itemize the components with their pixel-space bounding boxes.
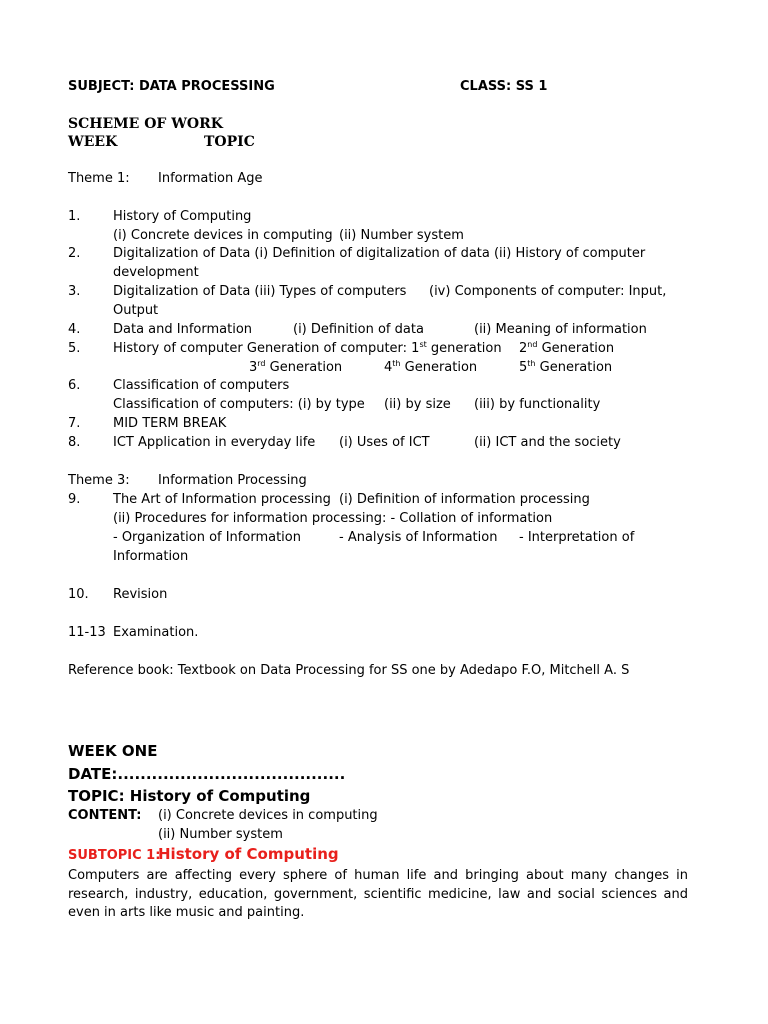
week-subtopic: (ii) ICT and the society	[474, 435, 621, 450]
week-subtopic: - Analysis of Information	[339, 530, 498, 545]
week-number: 3.	[68, 284, 81, 299]
week-number: 2.	[68, 246, 81, 261]
week-subtopic: (ii) Meaning of information	[474, 322, 647, 337]
week-number: 4.	[68, 322, 81, 337]
class-line: CLASS: SS 1	[460, 79, 548, 94]
week-topic: Digitalization of Data (iii) Types of computers	[113, 284, 407, 299]
week-number: 5.	[68, 341, 81, 356]
lesson-topic: TOPIC: History of Computing	[68, 787, 311, 805]
week-number: 11-13	[68, 625, 106, 640]
topic-column-header: TOPIC	[204, 134, 255, 150]
week-topic: ICT Application in everyday life	[113, 435, 316, 450]
week-subtopic: 3rd Generation	[249, 359, 343, 375]
lesson-paragraph: Computers are affecting every sphere of human life and bringing about many changes in research, industry, education, government, scientific medicine, law and social sciences and even in arts like music and painting.	[68, 868, 688, 920]
content-label: CONTENT:	[68, 808, 142, 823]
subtopic-label: SUBTOPIC 1:	[68, 848, 161, 863]
reference-book: Reference book: Textbook on Data Processing for SS one by Adedapo F.O, Mitchell A. S	[68, 663, 630, 678]
week-number: 6.	[68, 378, 81, 393]
week-subtopic: 5th Generation	[519, 359, 613, 375]
subtopic-title: History of Computing	[158, 845, 339, 863]
week-topic: Digitalization of Data (i) Definition of digitalization of data (ii) History of computer	[113, 246, 646, 261]
week-topic-continued: development	[113, 265, 199, 280]
week-topic: Revision	[113, 587, 168, 602]
week-subtopic-continued: Information	[113, 549, 189, 564]
week-subtopic: (ii) by size	[384, 397, 451, 412]
week-topic-continued: Output	[113, 303, 159, 318]
week-topic: The Art of Information processing	[113, 492, 331, 507]
week-topic: History of Computing	[113, 209, 252, 224]
week-number: 9.	[68, 492, 81, 507]
week-subtopic: (i) Definition of data	[293, 322, 424, 337]
week-number: 10.	[68, 587, 89, 602]
week-subtopic: 4th Generation	[384, 359, 478, 375]
week-topic: History of computer Generation of computer: 1st generation	[113, 340, 502, 356]
week-topic: Classification of computers	[113, 378, 290, 393]
subject-line: SUBJECT: DATA PROCESSING	[68, 79, 275, 94]
week-subtopic: (i) Concrete devices in computing	[113, 228, 333, 243]
week-subtopic: - Organization of Information	[113, 530, 301, 545]
week-topic: MID TERM BREAK	[113, 416, 227, 431]
week-number: 8.	[68, 435, 81, 450]
scheme-title: SCHEME OF WORK	[68, 116, 223, 132]
week-number: 7.	[68, 416, 81, 431]
theme3-title: Information Processing	[158, 473, 307, 488]
content-item: (i) Concrete devices in computing	[158, 808, 378, 823]
theme3-label: Theme 3:	[68, 473, 130, 488]
theme1-title: Information Age	[158, 171, 263, 186]
week-subtopic: (i) Definition of information processing	[339, 492, 590, 507]
lesson-date: DATE:........................................	[68, 765, 346, 783]
week-subtopic: Classification of computers: (i) by type	[113, 397, 365, 412]
content-item: (ii) Number system	[158, 827, 283, 842]
week-subtopic: (iii) by functionality	[474, 397, 601, 412]
theme1-label: Theme 1:	[68, 171, 130, 186]
week-subtopic: - Interpretation of	[519, 530, 635, 545]
lesson-week-heading: WEEK ONE	[68, 742, 158, 760]
week-topic: Examination.	[113, 625, 199, 640]
week-subtopic: (ii) Procedures for information processing: - Collation of information	[113, 511, 553, 526]
week-subtopic: (i) Uses of ICT	[339, 435, 430, 450]
week-topic: Data and Information	[113, 322, 253, 337]
week-subtopic: 2nd Generation	[519, 340, 615, 356]
week-subtopic: (ii) Number system	[339, 228, 464, 243]
week-number: 1.	[68, 209, 81, 224]
week-column-header: WEEK	[68, 134, 118, 150]
week-subtopic: (iv) Components of computer: Input,	[429, 284, 667, 299]
